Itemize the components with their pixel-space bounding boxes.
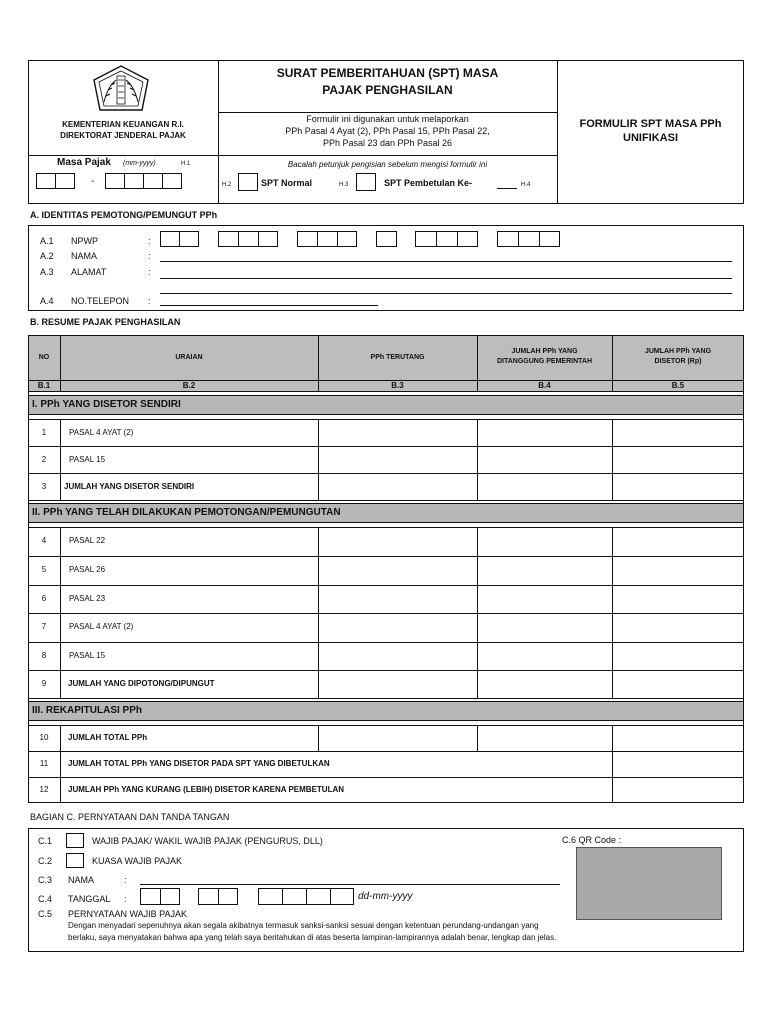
masa-pajak-year-2[interactable] <box>124 173 144 189</box>
qr-code-box <box>576 847 722 920</box>
directorate-name: DIREKTORAT JENDERAL PAJAK <box>60 131 186 140</box>
npwp-group-5[interactable] <box>415 231 478 247</box>
a1-label: NPWP <box>71 236 98 246</box>
npwp-group-6[interactable] <box>497 231 560 247</box>
code-b3: B.3 <box>391 381 404 390</box>
row-label: JUMLAH TOTAL PPh YANG DISETOR PADA SPT YANG DIBETULKAN <box>68 759 330 768</box>
h1-code: H.1 <box>181 161 191 167</box>
nama-field[interactable] <box>160 261 732 262</box>
signer-name-field[interactable] <box>140 884 560 885</box>
masa-pajak-year-4[interactable] <box>162 173 182 189</box>
row-number: 10 <box>39 733 49 742</box>
table-row <box>28 446 744 473</box>
col-pph-terutang-header: PPh TERUTANG <box>370 354 425 361</box>
a4-code: A.4 <box>40 296 54 306</box>
a4-colon: : <box>148 296 151 306</box>
row-label: PASAL 22 <box>69 536 106 545</box>
masa-pajak-dash: - <box>91 176 95 187</box>
c3-code: C.3 <box>38 875 53 885</box>
code-b2: B.2 <box>182 381 196 390</box>
row-number: 7 <box>41 622 47 631</box>
masa-pajak-format: (mm-yyyy) <box>123 160 156 167</box>
masa-pajak-year-1[interactable] <box>105 173 125 189</box>
code-b5: B.5 <box>671 381 685 390</box>
ministry-emblem-icon <box>90 64 152 116</box>
form-description-line3: PPh Pasal 23 dan PPh Pasal 26 <box>322 138 453 148</box>
code-b4: B.4 <box>538 381 551 390</box>
col-disetor-header-line2: DISETOR (Rp) <box>654 358 702 365</box>
wajib-pajak-checkbox[interactable] <box>66 833 84 848</box>
c4-code: C.4 <box>38 894 53 904</box>
a3-code: A.3 <box>40 267 54 277</box>
a1-colon: : <box>148 236 151 246</box>
qr-code-label: C.6 QR Code : <box>562 835 622 845</box>
c4-label: TANGGAL <box>68 894 111 904</box>
row-label: PASAL 4 AYAT (2) <box>69 622 134 631</box>
group-1-title: I. PPh YANG DISETOR SENDIRI <box>32 399 181 410</box>
kuasa-wajib-pajak-checkbox[interactable] <box>66 853 84 868</box>
table-row <box>28 725 744 751</box>
table-row <box>28 473 744 500</box>
table-row <box>28 642 744 670</box>
npwp-group-2[interactable] <box>218 231 278 247</box>
statement-line1: Dengan menyadari sepenuhnya akan segala akibatnya termasuk sanksi-sanksi sesuai dengan ketentuan perundang-undangan yang <box>68 921 539 930</box>
spt-normal-checkbox[interactable] <box>238 173 258 191</box>
row-label: PASAL 15 <box>69 455 106 464</box>
section-b-title: B. RESUME PAJAK PENGHASILAN <box>30 317 181 327</box>
row-number: 9 <box>41 679 47 688</box>
row-number: 6 <box>41 594 47 603</box>
spt-pembetulan-checkbox[interactable] <box>356 173 376 191</box>
form-title-line2: PAJAK PENGHASILAN <box>322 83 453 97</box>
statement-line2: berlaku, saya menyatakan bahwa apa yang telah saya beritahukan di atas beserta lampiran-lampirannya adalah benar, lengkap dan jelas. <box>68 933 557 942</box>
npwp-group-4[interactable] <box>376 231 397 247</box>
spt-pembetulan-label: SPT Pembetulan Ke- <box>384 178 473 188</box>
table-row <box>28 556 744 585</box>
row-number: 3 <box>41 482 47 491</box>
table-row <box>28 585 744 613</box>
table-row <box>28 419 744 446</box>
table-row <box>28 527 744 556</box>
section-a-title: A. IDENTITAS PEMOTONG/PEMUNGUT PPh <box>30 210 218 220</box>
a1-code: A.1 <box>40 236 54 246</box>
col-uraian-header: URAIAN <box>175 354 203 361</box>
masa-pajak-month-1[interactable] <box>36 173 56 189</box>
npwp-group-3[interactable] <box>297 231 357 247</box>
h4-code: H.4 <box>521 182 531 188</box>
row-number: 2 <box>41 455 47 464</box>
agency-name: KEMENTERIAN KEUANGAN R.I. <box>62 120 184 129</box>
h3-code: H.3 <box>339 182 349 188</box>
alamat-field-line1[interactable] <box>160 278 732 279</box>
a2-colon: : <box>148 251 151 261</box>
telepon-field[interactable] <box>160 305 378 306</box>
c5-label: PERNYATAAN WAJIB PAJAK <box>68 909 188 919</box>
table-row <box>28 777 744 803</box>
table-row <box>28 613 744 642</box>
a3-colon: : <box>148 267 151 277</box>
c2-code: C.2 <box>38 856 53 866</box>
masa-pajak-month-2[interactable] <box>55 173 75 189</box>
code-b1: B.1 <box>37 381 51 390</box>
col-disetor-header-line1: JUMLAH PPh YANG <box>644 348 712 355</box>
col-ditanggung-header-line1: JUMLAH PPh YANG <box>511 348 578 355</box>
row-number: 11 <box>39 759 49 768</box>
table-row <box>28 670 744 698</box>
masa-pajak-label: Masa Pajak <box>57 157 111 168</box>
date-format-hint: dd-mm-yyyy <box>358 891 413 902</box>
row-label: JUMLAH YANG DIPOTONG/DIPUNGUT <box>68 679 215 688</box>
c3-colon: : <box>124 875 127 885</box>
row-number: 12 <box>39 785 49 794</box>
table-row <box>28 751 744 777</box>
masa-pajak-year-3[interactable] <box>143 173 163 189</box>
row-label: PASAL 15 <box>69 651 106 660</box>
c3-label: NAMA <box>68 875 95 885</box>
instruction-text: Bacalah petunjuk pengisian sebelum mengisi formulir ini <box>287 160 488 169</box>
form-description-line2: PPh Pasal 4 Ayat (2), PPh Pasal 15, PPh Pasal 22, <box>285 126 490 136</box>
c4-colon: : <box>124 894 127 904</box>
form-code-title-line2: UNIFIKASI <box>623 132 678 144</box>
form-title-line1: SURAT PEMBERITAHUAN (SPT) MASA <box>276 66 499 80</box>
row-number: 4 <box>41 536 47 545</box>
form-code-title-line1: FORMULIR SPT MASA PPh <box>579 118 722 130</box>
form-description-line1: Formulir ini digunakan untuk melaporkan <box>306 114 469 124</box>
row-number: 5 <box>41 565 47 574</box>
spt-normal-label: SPT Normal <box>261 178 313 188</box>
row-label: PASAL 4 AYAT (2) <box>69 428 134 437</box>
c1-label: WAJIB PAJAK/ WAKIL WAJIB PAJAK (PENGURUS, DLL) <box>92 836 323 846</box>
group-3-title: III. REKAPITULASI PPh <box>32 705 143 716</box>
row-label: JUMLAH TOTAL PPh <box>68 733 148 742</box>
pembetulan-number-field[interactable] <box>497 188 517 189</box>
a3-label: ALAMAT <box>71 267 107 277</box>
h2-code: H.2 <box>222 182 232 188</box>
c2-label: KUASA WAJIB PAJAK <box>92 856 183 866</box>
col-ditanggung-header-line2: DITANGGUNG PEMERINTAH <box>496 358 593 365</box>
row-label: JUMLAH PPh YANG KURANG (LEBIH) DISETOR KARENA PEMBETULAN <box>68 785 345 794</box>
row-number: 1 <box>41 428 47 437</box>
row-label: PASAL 26 <box>69 565 106 574</box>
c1-code: C.1 <box>38 836 53 846</box>
row-label: JUMLAH YANG DISETOR SENDIRI <box>64 482 195 491</box>
group-2-title: II. PPh YANG TELAH DILAKUKAN PEMOTONGAN/PEMUNGUTAN <box>32 507 341 518</box>
a4-label: NO.TELEPON <box>71 296 130 306</box>
section-c-title: BAGIAN C. PERNYATAAN DAN TANDA TANGAN <box>30 812 230 822</box>
alamat-field-line2[interactable] <box>160 293 732 294</box>
row-number: 8 <box>41 651 47 660</box>
col-no-header: NO <box>38 354 50 361</box>
a2-code: A.2 <box>40 251 54 261</box>
c5-code: C.5 <box>38 909 53 919</box>
row-label: PASAL 23 <box>69 594 106 603</box>
a2-label: NAMA <box>71 251 98 261</box>
